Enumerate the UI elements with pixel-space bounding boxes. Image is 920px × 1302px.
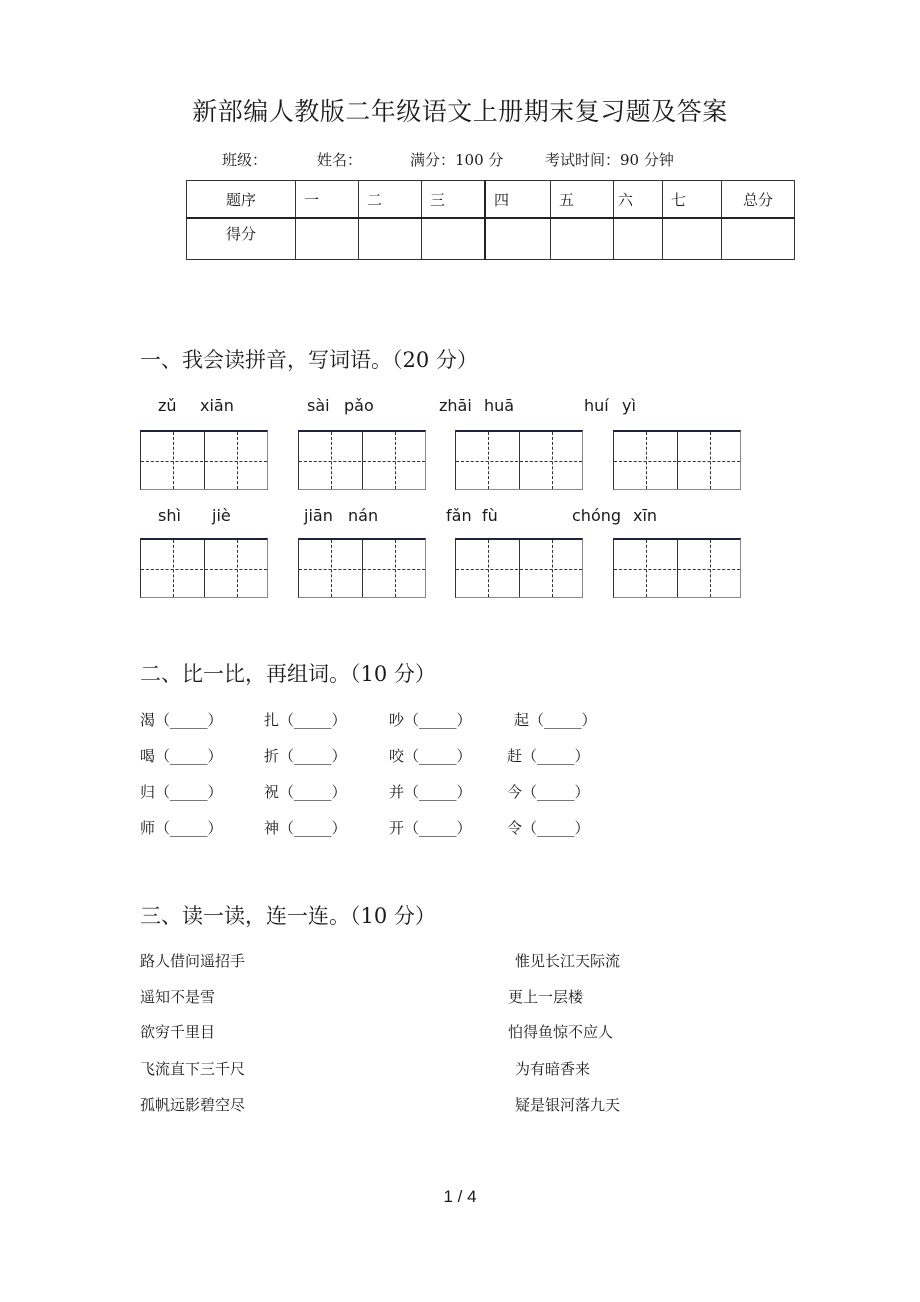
class-label: 班级： [222,151,268,169]
poem-line-left[interactable]: 路人借问遥招手 [140,952,246,970]
pinyin: fù [482,506,498,525]
score-cell[interactable] [722,218,795,260]
pinyin: yì [622,396,636,415]
pinyin: jiān [304,506,333,525]
writing-grid[interactable] [298,538,426,598]
pinyin: shì [158,506,181,525]
poem-line-right[interactable]: 惟见长江天际流 [515,952,621,970]
word-item[interactable]: 咬（_____） [389,747,472,765]
score-header-cell: 五 [551,181,614,219]
exam-time: 考试时间：90 分钟 [545,151,674,169]
poem-line-right[interactable]: 为有暗香来 [515,1060,591,1078]
word-item[interactable]: 扎（_____） [264,711,347,729]
word-item[interactable]: 喝（_____） [140,747,223,765]
word-item[interactable]: 祝（_____） [264,783,347,801]
name-label: 姓名： [317,151,363,169]
section2-title: 二、比一比，再组词。（10 分） [140,662,436,686]
word-item[interactable]: 吵（_____） [389,711,472,729]
word-item[interactable]: 令（_____） [507,819,590,837]
word-item[interactable]: 归（_____） [140,783,223,801]
pinyin: jiè [212,506,231,525]
word-item[interactable]: 折（_____） [264,747,347,765]
score-header-cell: 六 [614,181,663,219]
word-item[interactable]: 赶（_____） [507,747,590,765]
pinyin: huí [584,396,609,415]
writing-grid[interactable] [140,538,268,598]
poem-line-left[interactable]: 遥知不是雪 [140,988,216,1006]
word-item[interactable]: 今（_____） [507,783,590,801]
poem-line-left[interactable]: 飞流直下三千尺 [140,1060,246,1078]
score-cell[interactable] [551,218,614,260]
score-cell[interactable] [485,218,551,260]
score-header-cell: 三 [422,181,486,219]
word-item[interactable]: 并（_____） [389,783,472,801]
pinyin: pǎo [344,396,374,415]
pinyin: zǔ [158,396,177,415]
full-score: 满分：100 分 [410,151,504,169]
word-item[interactable]: 神（_____） [264,819,347,837]
pinyin: huā [484,396,515,415]
writing-grid[interactable] [298,430,426,490]
score-header-cell: 一 [296,181,359,219]
word-item[interactable]: 渴（_____） [140,711,223,729]
pinyin: nán [348,506,379,525]
writing-grid[interactable] [455,430,583,490]
pinyin: sài [307,396,330,415]
score-header-cell: 题序 [187,181,296,219]
score-table-score-row [187,218,795,260]
writing-grid[interactable] [140,430,268,490]
score-row-label: 得分 [187,218,296,260]
score-cell[interactable] [422,218,486,260]
pinyin: xiān [200,396,234,415]
score-cell[interactable] [614,218,663,260]
word-item[interactable]: 师（_____） [140,819,223,837]
page-title: 新部编人教版二年级语文上册期末复习题及答案 [192,97,728,126]
pinyin: zhāi [439,396,472,415]
score-table-header-row [187,181,795,219]
writing-grid[interactable] [613,538,741,598]
pinyin: chóng [572,506,622,525]
score-header-cell: 七 [663,181,722,219]
score-cell[interactable] [296,218,359,260]
poem-line-right[interactable]: 疑是银河落九天 [515,1096,621,1114]
poem-line-left[interactable]: 欲穷千里目 [140,1023,216,1041]
section3-title: 三、读一读，连一连。（10 分） [140,904,436,928]
score-header-cell: 总分 [722,181,795,219]
poem-line-right[interactable]: 怕得鱼惊不应人 [508,1023,614,1041]
writing-grid[interactable] [613,430,741,490]
pinyin: xīn [633,506,658,525]
page-indicator: 1 / 4 [443,1187,477,1206]
word-item[interactable]: 起（_____） [514,711,597,729]
score-cell[interactable] [359,218,422,260]
pinyin: fǎn [446,506,472,525]
writing-grid[interactable] [455,538,583,598]
word-item[interactable]: 开（_____） [389,819,472,837]
score-cell[interactable] [663,218,722,260]
score-header-cell: 四 [485,181,551,219]
poem-line-right[interactable]: 更上一层楼 [508,988,584,1006]
score-table [186,180,795,260]
poem-line-left[interactable]: 孤帆远影碧空尽 [140,1096,246,1114]
score-header-cell: 二 [359,181,422,219]
section1-title: 一、我会读拼音，写词语。（20 分） [140,348,478,372]
